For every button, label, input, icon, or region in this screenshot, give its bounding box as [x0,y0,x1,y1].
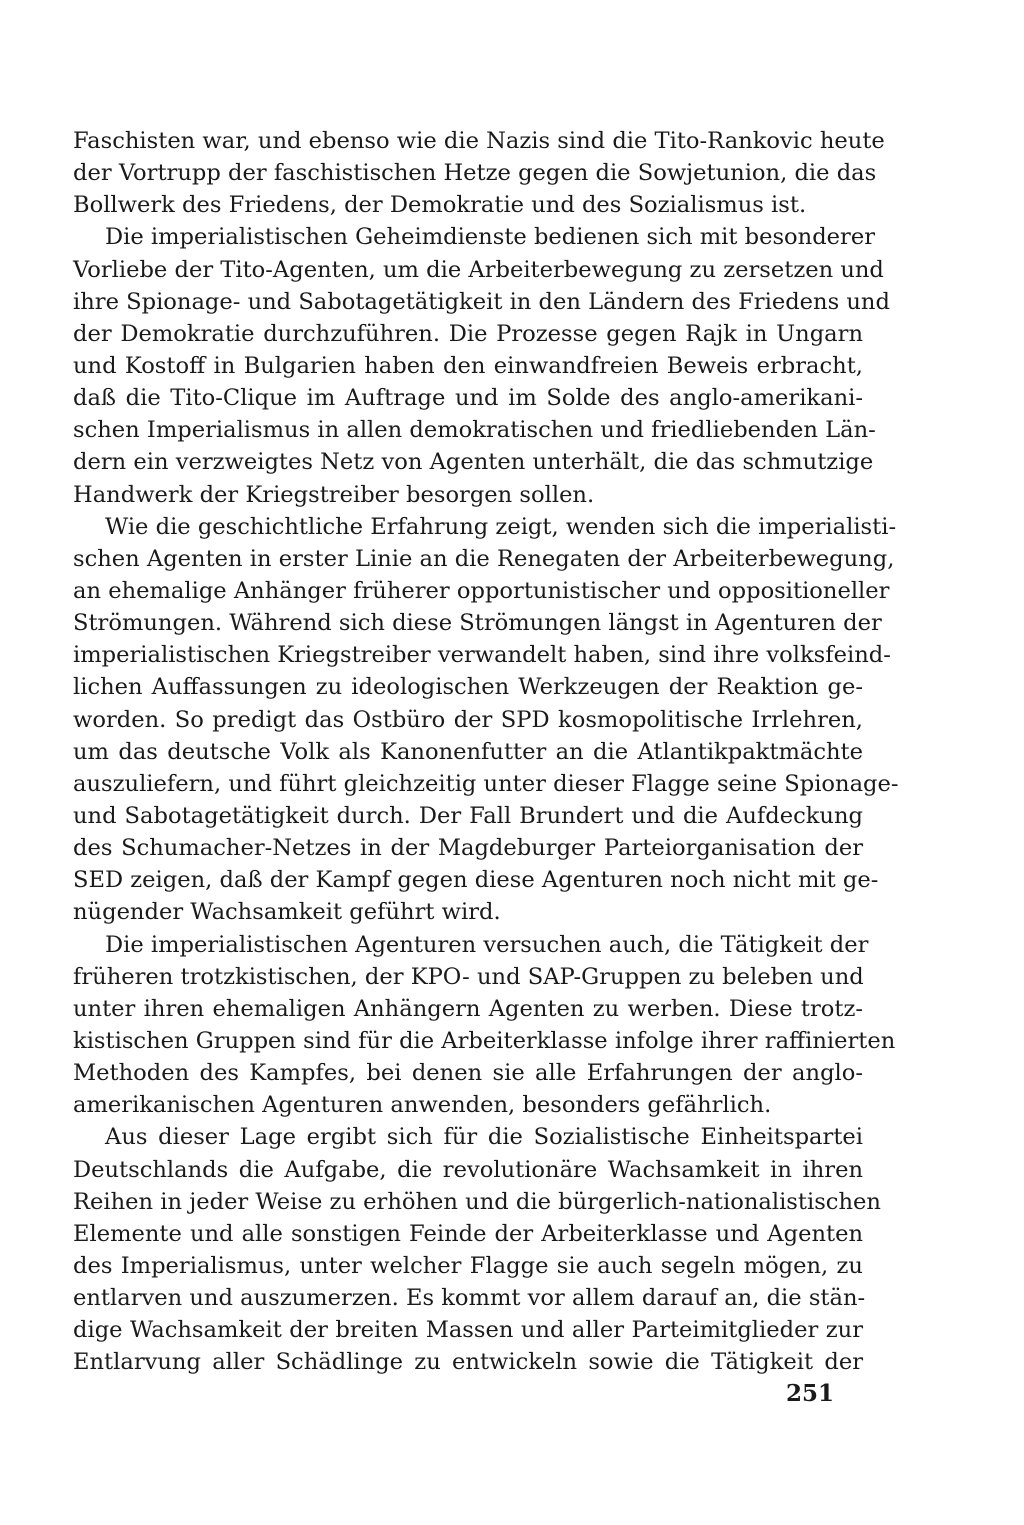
text-line-36: des Imperialismus, unter welcher Flagge sie auch segeln mögen, zu [73,1252,863,1279]
text-line-11: dern ein verzweigtes Netz von Agenten unterhält, die das schmutzige [73,449,874,476]
text-line-26: Die imperialistischen Agenturen versuchen auch, die Tätigkeit der [105,931,869,958]
text-line-5: Vorliebe der Tito-Agenten, um die Arbeiterbewegung zu zersetzen und [73,256,884,283]
text-line-9: daß die Tito-Clique im Auftrage und im Solde des anglo-amerikani- [73,385,863,412]
text-line-2: der Vortrupp der faschistischen Hetze gegen die Sowjetunion, die das [73,160,877,187]
text-line-1: Faschisten war, und ebenso wie die Nazis sind die Tito-Rankovic heute [73,128,885,154]
text-line-3: Bollwerk des Friedens, der Demokratie und des Sozialismus ist. [73,192,807,219]
text-line-29: kistischen Gruppen sind für die Arbeiterklasse infolge ihrer raffinierten [73,1027,896,1054]
text-line-20: um das deutsche Volk als Kanonenfutter an die Atlantikpaktmächte [73,738,863,765]
text-line-8: und Kostoff in Bulgarien haben den einwandfreien Beweis erbracht, [73,352,863,379]
text-line-4: Die imperialistischen Geheimdienste bedienen sich mit besonderer [105,224,876,251]
text-line-32: Aus dieser Lage ergibt sich für die Sozialistische Einheitspartei [105,1124,863,1151]
body-text [73,125,899,1378]
text-line-17: imperialistischen Kriegstreiber verwandelt haben, sind ihre volksfeind- [73,642,891,669]
text-line-28: unter ihren ehemaligen Anhängern Agenten zu werben. Diese trotz- [73,995,863,1022]
text-line-14: schen Agenten in erster Linie an die Renegaten der Arbeiterbewegung, [73,545,895,572]
text-line-33: Deutschlands die Aufgabe, die revolutionäre Wachsamkeit in ihren [73,1156,863,1183]
text-line-19: worden. So predigt das Ostbüro der SPD kosmopolitische Irrlehren, [73,706,863,733]
text-line-24: SED zeigen, daß der Kampf gegen diese Agenturen noch nicht mit ge- [73,867,879,894]
text-line-37: entlarven und auszumerzen. Es kommt vor allem darauf an, die stän- [73,1285,866,1312]
text-line-27: früheren trotzkistischen, der KPO- und SAP-Gruppen zu beleben und [73,963,864,990]
text-line-34: Reihen in jeder Weise zu erhöhen und die bürgerlich-nationalistischen [73,1188,881,1215]
text-line-38: dige Wachsamkeit der breiten Massen und aller Parteimitglieder zur [73,1317,863,1344]
text-line-39: Entlarvung aller Schädlinge zu entwickeln sowie die Tätigkeit der [73,1349,863,1376]
text-line-12: Handwerk der Kriegstreiber besorgen sollen. [73,481,595,508]
text-line-15: an ehemalige Anhänger früherer opportunistischer und oppositioneller [73,577,890,604]
text-line-13: Wie die geschichtliche Erfahrung zeigt, wenden sich die imperialisti- [105,513,897,540]
text-line-21: auszuliefern, und führt gleichzeitig unter dieser Flagge seine Spionage- [73,770,899,797]
text-line-7: der Demokratie durchzuführen. Die Prozesse gegen Rajk in Ungarn [73,320,863,347]
text-line-10: schen Imperialismus in allen demokratischen und friedliebenden Län- [73,417,876,444]
text-line-30: Methoden des Kampfes, bei denen sie alle Erfahrungen der anglo- [73,1060,863,1087]
text-line-23: des Schumacher-Netzes in der Magdeburger Parteiorganisation der [73,835,863,862]
text-line-22: und Sabotagetätigkeit durch. Der Fall Brundert und die Aufdeckung [73,802,863,829]
text-line-18: lichen Auffassungen zu ideologischen Werkzeugen der Reaktion ge- [73,674,863,701]
page-number: 251 [785,1380,834,1407]
text-line-25: nügender Wachsamkeit geführt wird. [73,899,501,926]
text-line-35: Elemente und alle sonstigen Feinde der Arbeiterklasse und Agenten [73,1220,863,1247]
text-line-6: ihre Spionage- und Sabotagetätigkeit in den Ländern des Friedens und [73,288,890,315]
text-line-16: Strömungen. Während sich diese Strömungen längst in Agenturen der [73,610,882,637]
text-line-31: amerikanischen Agenturen anwenden, besonders gefährlich. [73,1092,772,1119]
